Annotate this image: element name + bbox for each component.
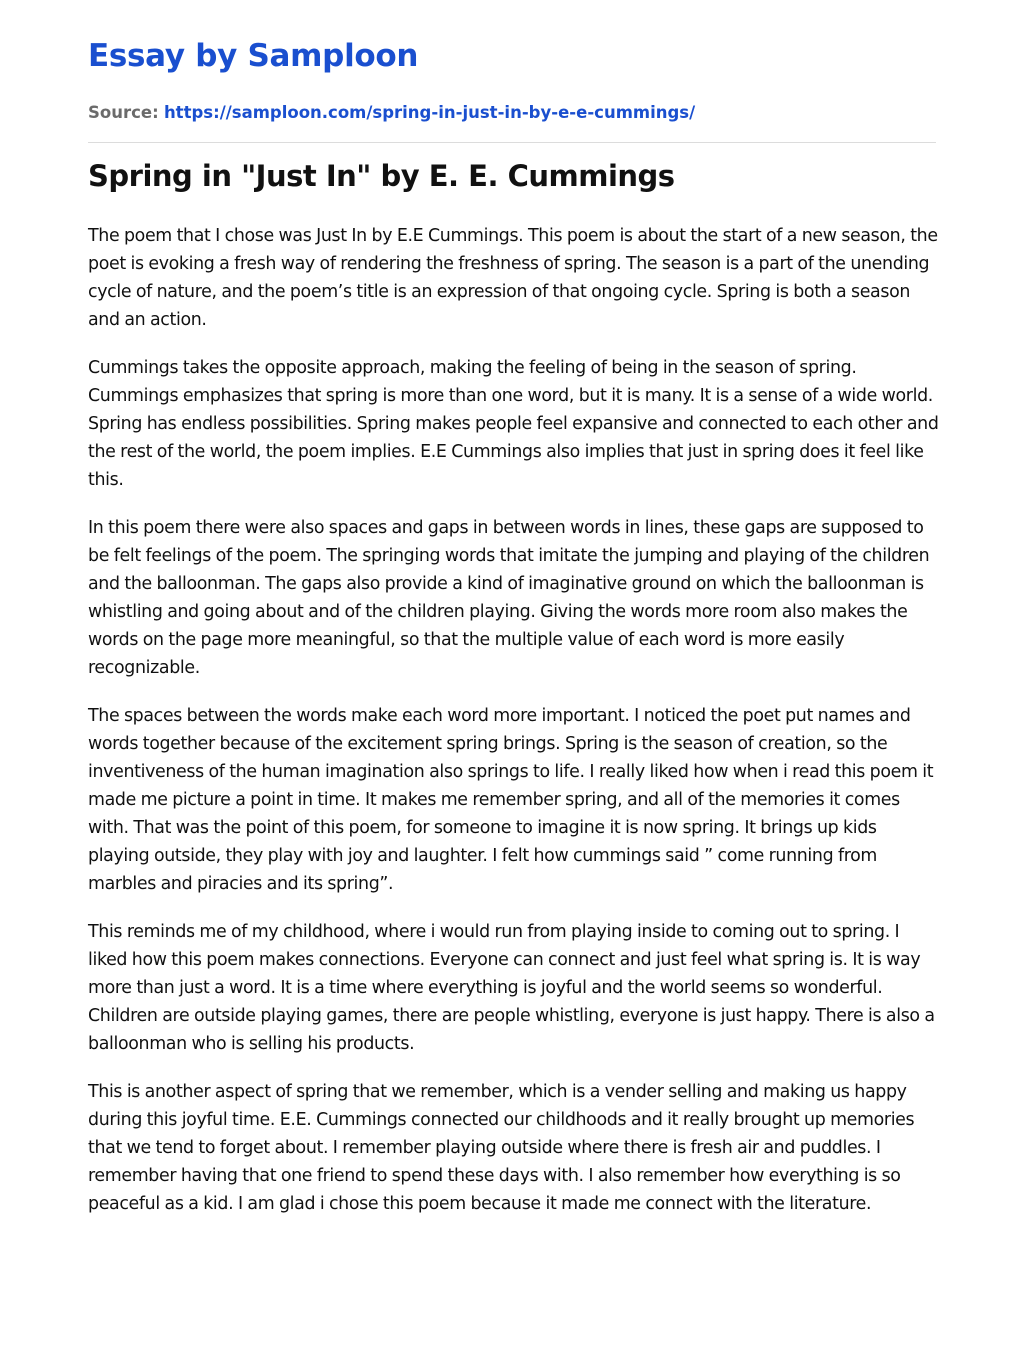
essay-paragraph: The poem that I chose was Just In by E.E Cummings. This poem is about the start of a new season, the poet is evoking a fresh way of rendering the freshness of spring. The season is a part of the unending cycle of nature, and the poem’s title is an expression of that ongoing cycle. Spring is both a season and an action. [88, 226, 938, 330]
source-label: Source: [88, 103, 159, 122]
source-line [88, 102, 695, 124]
essay-paragraph: The spaces between the words make each word more important. I noticed the poet put names and words together because of the excitement spring brings. Spring is the season of creation, so the inventiveness of the human imagination also springs to life. I really liked how when i read this poem it made me picture a point in time. It makes me remember spring, and all of the memories it comes with. That was the point of this poem, for someone to imagine it is now spring. It brings up kids playing outside, they play with joy and laughter. I felt how cummings said ” come running from marbles and piracies and its spring”. [88, 706, 934, 894]
essay-paragraph: Cummings takes the opposite approach, making the feeling of being in the season of spring. Cummings emphasizes that spring is more than one word, but it is many. It is a sense of a wide world. Spring has endless possibilities. Spring makes people feel expansive and connected to each other and the rest of the world, the poem implies. E.E Cummings also implies that just in spring does it feel like this. [88, 358, 939, 490]
site-brand: Essay by Samploon [88, 38, 419, 74]
essay-paragraph: In this poem there were also spaces and gaps in between words in lines, these gaps are supposed to be felt feelings of the poem. The springing words that imitate the jumping and playing of the children and the balloonman. The gaps also provide a kind of imaginative ground on which the balloonman is whistling and going about and of the children playing. Giving the words more room also makes the words on the page more meaningful, so that the multiple value of each word is more easily recognizable. [88, 518, 930, 678]
source-link[interactable]: https://samploon.com/spring-in-just-in-by-e-e-cummings/ [163, 103, 696, 122]
essay-title: Spring in "Just In" by E. E. Cummings [88, 159, 675, 193]
header-divider [88, 142, 936, 143]
essay-paragraph: This reminds me of my childhood, where i would run from playing inside to coming out to spring. I liked how this poem makes connections. Everyone can connect and just feel what spring is. It is way more than just a word. It is a time where everything is joyful and the world seems so wonderful. Children are outside playing games, there are people whistling, everyone is just happy. There is also a balloonman who is selling his products. [88, 922, 935, 1054]
essay-paragraph: This is another aspect of spring that we remember, which is a vender selling and making us happy during this joyful time. E.E. Cummings connected our childhoods and it really brought up memories that we tend to forget about. I remember playing outside where there is fresh air and puddles. I remember having that one friend to spend these days with. I also remember how everything is so peaceful as a kid. I am glad i chose this poem because it made me connect with the literature. [88, 1082, 915, 1214]
essay-body [88, 222, 940, 1238]
